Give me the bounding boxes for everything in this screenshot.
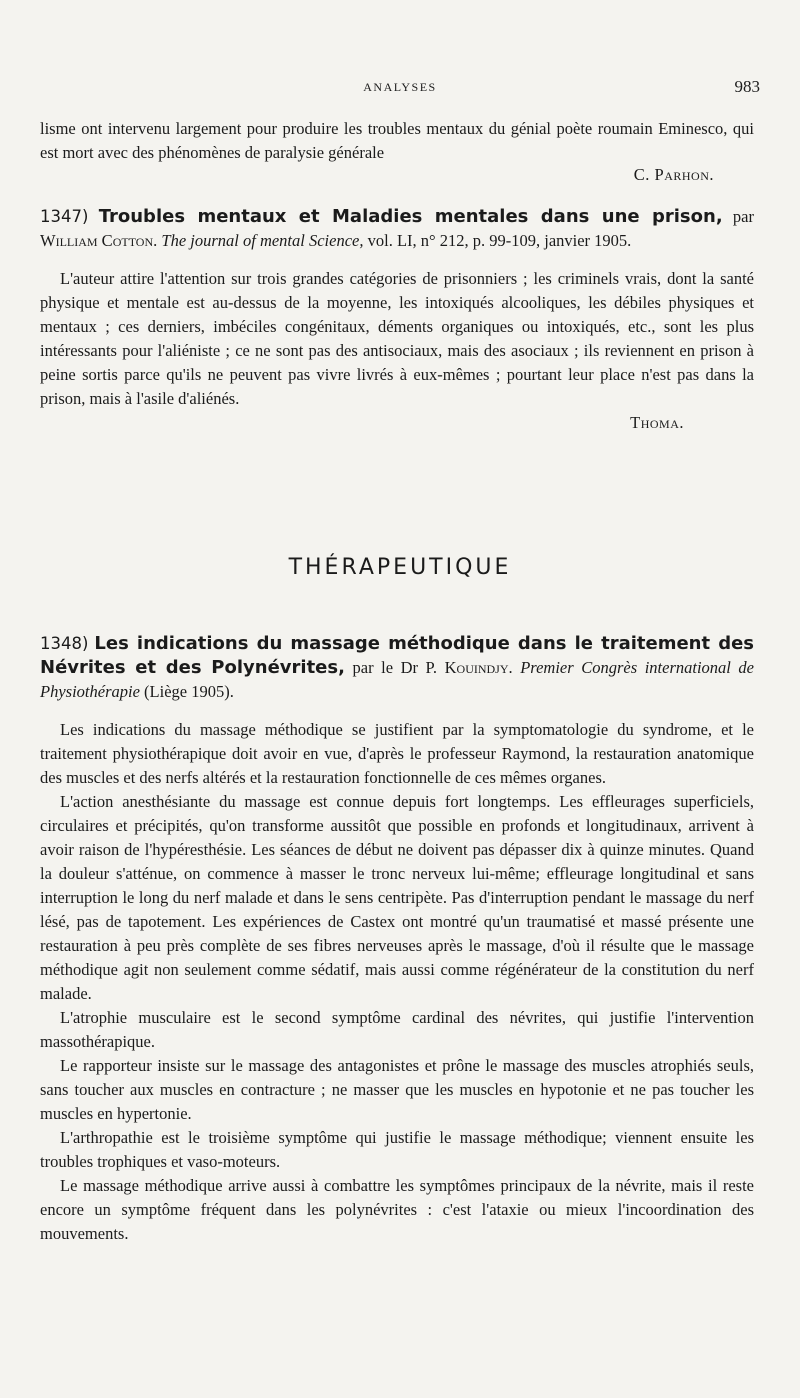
signature-thoma: Thoma. [630,413,684,432]
article-1347-paragraph: L'auteur attire l'attention sur trois grandes catégories de prisonniers ; les criminels vrais, dont la santé physique et mentale est au-dessus de la moyenne, les intoxiqués alcooliques, les débiles physiques et mentaux ; ces derniers, imbéciles congénitaux, déments organiques ou intoxiqués, etc., sont les plus intéressants pour l'aliéniste ; ce ne sont pas des antisociaux, mais des asociaux ; ils reviennent en prison à peine sortis parce qu'ils ne peuvent pas vivre livrés à eux-mêmes ; pourtant leur place n'est pas dans la prison, mais à l'asile d'aliénés. [40,269,754,408]
article-details: (Liège 1905). [144,682,234,701]
article-1348-paragraph: L'atrophie musculaire est le second symptôme cardinal des névrites, qui justifie l'intervention massothérapique. [40,1008,754,1051]
section-heading: THÉRAPEUTIQUE [288,555,512,580]
article-journal: Premier Congrès international de Physiothérapie [40,658,755,701]
article-details: vol. LI, n° 212, p. 99-109, janvier 1905. [367,231,632,250]
article-1348-paragraph: Le rapporteur insiste sur le massage des antagonistes et prône le massage des muscles atrophiés seuls, sans toucher aux muscles en contracture ; ne masser que les muscles en hypotonie et ne pas toucher les muscles en hypertonie. [40,1056,754,1123]
article-1347-heading [40,205,754,253]
article-1348-paragraph: Les indications du massage méthodique se justifient par la symptomatologie du syndrome, et le traitement physiothérapique doit avoir en vue, d'après le professeur Raymond, la restauration anatomique des muscles et des nerfs altérés et la restauration fonctionnelle de ces mêmes organes. [40,720,754,787]
article-by: par le Dr P. [352,658,438,677]
article-author: William Cotton. [40,231,158,250]
article-title: Les indications du massage méthodique dans le traitement des Névrites et des Polynévrites, [40,633,755,678]
article-title: Troubles mentaux et Maladies mentales dans une prison, [98,206,723,227]
article-number: 1348) [40,634,89,653]
running-title: ANALYSES [363,80,437,94]
continuation-block [40,117,754,187]
page-number: 983 [734,77,760,96]
article-1348-paragraph: L'arthropathie est le troisième symptôme qui justifie le massage méthodique; viennent ensuite les troubles trophiques et vaso-moteurs. [40,1128,754,1171]
signature-parhon: C. Parhon. [633,165,714,184]
article-number: 1347) [40,207,89,226]
article-1347 [40,205,754,435]
article-1348-paragraph: Le massage méthodique arrive aussi à combattre les symptômes principaux de la névrite, mais il reste encore un symptôme fréquent dans les polynévrites : c'est l'ataxie ou mieux l'incoordination des mouvements. [40,1176,754,1243]
article-author: Kouindjy. [444,658,513,677]
article-1348-paragraph: L'action anesthésiante du massage est connue depuis fort longtemps. Les effleurages superficiels, circulaires et précipités, qu'on transforme aussitôt que possible en profonds et longitudinaux, arrivent à avoir raison de l'hypéresthésie. Les séances de début ne doivent pas dépasser dix à quinze minutes. Quand la douleur s'atténue, on commence à masser le tronc nerveux lui-même; effleurage longitudinal et sans interruption le long du nerf malade et dans le sens centripète. Pas d'interruption pendant le massage du nerf lésé, pas de tapotement. Les expériences de Castex ont montré qu'un traumatisé et massé présente une restauration à peu près complète de ses fibres nerveuses après le massage, d'où il résulte que le massage méthodique agit non seulement comme sédatif, mais aussi comme régénérateur de la constitution du nerf malade. [40,792,754,1003]
article-journal: The journal of mental Science, [161,231,364,250]
article-1348 [40,632,754,1246]
article-1348-heading [40,632,754,704]
article-by: par [732,207,754,226]
continuation-paragraph: lisme ont intervenu largement pour produire les troubles mentaux du génial poète roumain Eminesco, qui est mort avec des phénomènes de paralysie générale [40,119,754,162]
